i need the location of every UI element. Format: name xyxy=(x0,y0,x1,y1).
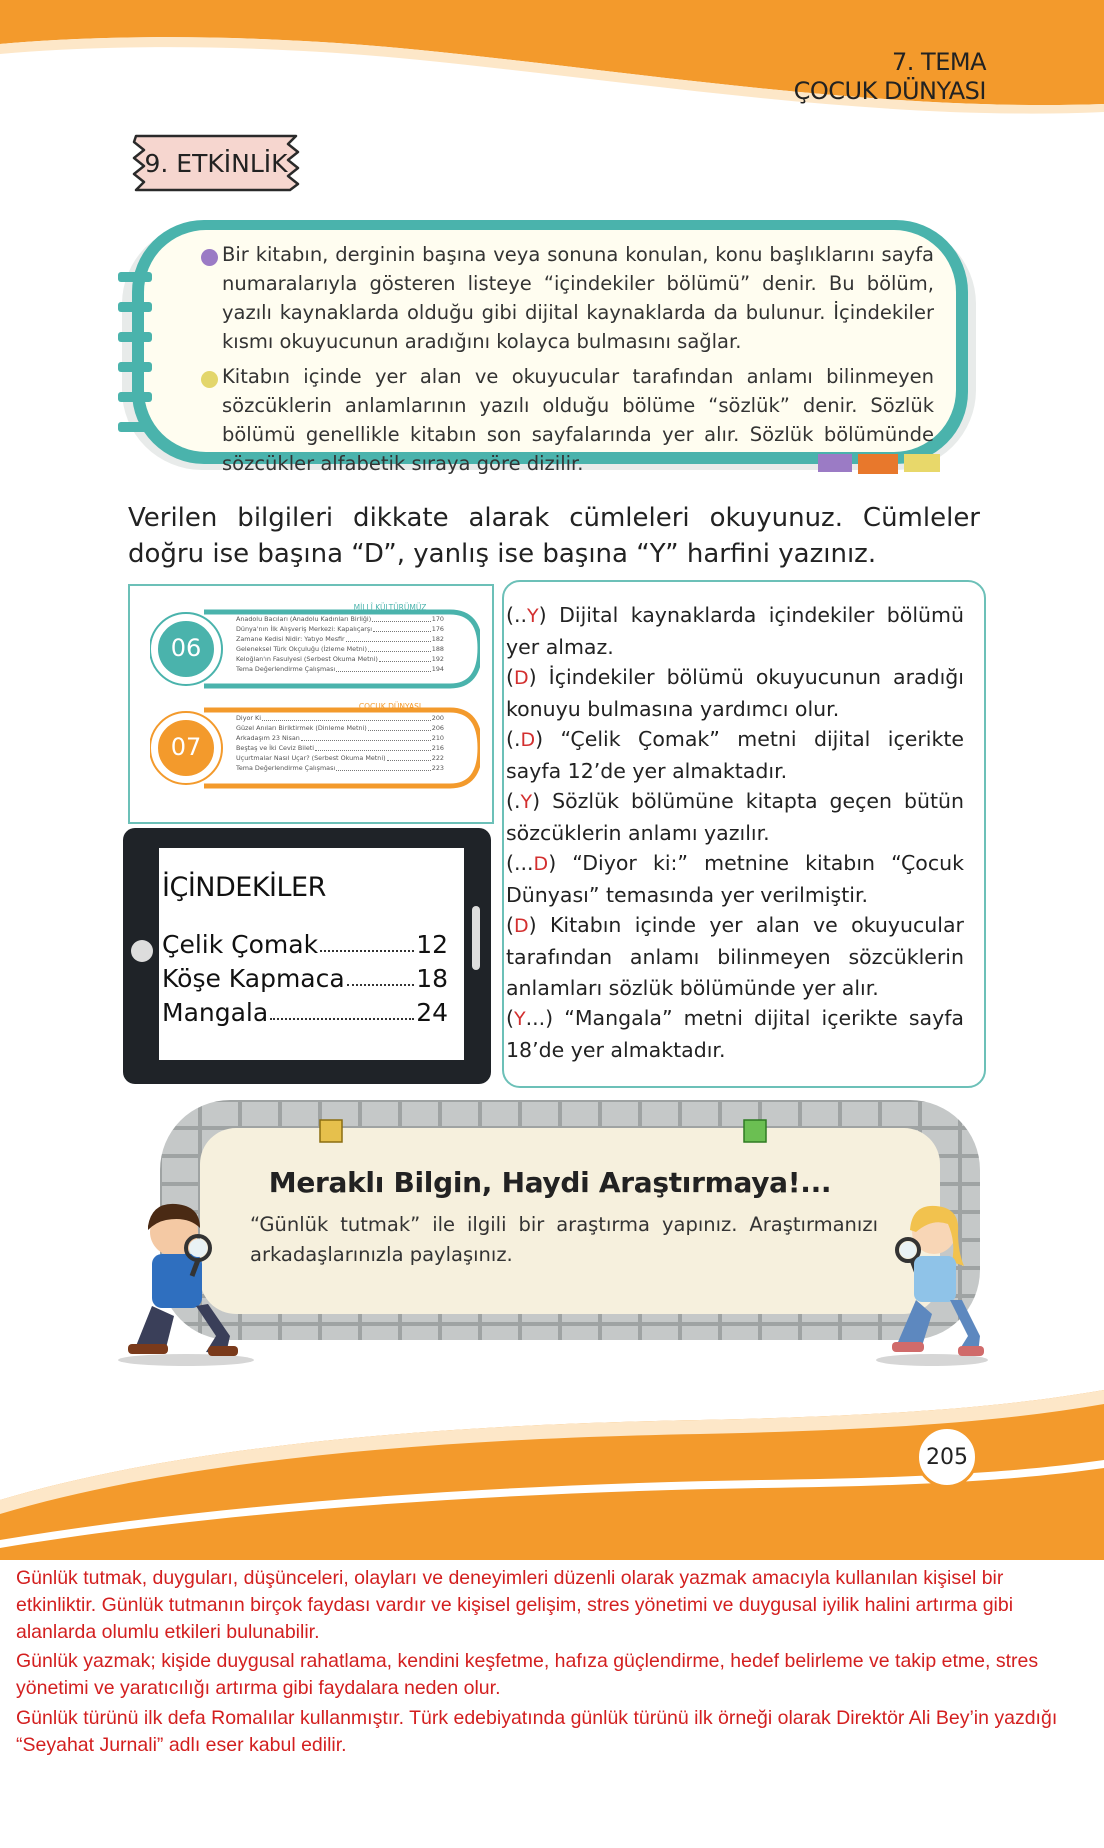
toc-image-row-label: Güzel Anıları Biriktirmek (Dinleme Metni) xyxy=(236,724,367,732)
answer-bracket-open: (. xyxy=(506,789,521,813)
instruction-text: Verilen bilgileri dikkate alarak cümleleri okuyunuz. Cümleler doğru ise başına “D”, yanlış ise başına “Y” harfini yazınız. xyxy=(128,503,980,569)
tablet-entry-page: 24 xyxy=(416,998,448,1027)
toc-image-row xyxy=(236,763,444,773)
answer-bracket-close: ) xyxy=(538,603,547,627)
toc-image-row xyxy=(236,743,444,753)
toc-image-row xyxy=(236,713,444,723)
dot-leader xyxy=(373,624,431,632)
toc-image-row xyxy=(236,723,444,733)
statement-text: Dijital kaynaklarda içindekiler bölümü yer almaz. xyxy=(506,603,964,659)
yellow-bullet xyxy=(201,371,218,388)
toc-unit6-title: MİLLÎ KÜLTÜRÜMÜZ xyxy=(353,603,427,612)
toc-image-row-page: 216 xyxy=(431,744,444,752)
dot-leader xyxy=(262,713,431,721)
tablet-entry-label: Mangala xyxy=(162,998,269,1027)
answer-mark[interactable]: D xyxy=(533,853,549,875)
toc-image-row xyxy=(236,614,444,624)
true-false-statement xyxy=(506,786,964,849)
answer-bracket-close: ) xyxy=(532,789,541,813)
boy-with-magnifier-illustration xyxy=(116,1196,256,1366)
toc-image-row-page: 210 xyxy=(431,734,444,742)
tablet-toc-entry xyxy=(162,930,448,959)
dot-leader xyxy=(347,964,415,986)
theme-heading xyxy=(794,48,986,106)
tablet-toc-title: İÇİNDEKİLER xyxy=(162,872,326,903)
statement-text: “Çelik Çomak” metni dijital içerikte sayfa 12’de yer almaktadır. xyxy=(506,727,964,783)
dot-leader xyxy=(336,664,431,672)
answer-mark[interactable]: D xyxy=(514,667,529,689)
tablet-entry-label: Çelik Çomak xyxy=(162,930,319,959)
true-false-statement xyxy=(506,910,964,1004)
purple-bullet xyxy=(201,249,218,266)
research-title: Meraklı Bilgin, Haydi Araştırmaya!... xyxy=(268,1166,832,1199)
toc-image-row xyxy=(236,753,444,763)
girl-with-magnifier-illustration xyxy=(872,1196,992,1366)
dot-leader xyxy=(368,644,431,652)
toc-image-row xyxy=(236,654,444,664)
tablet-entry-page: 12 xyxy=(416,930,448,959)
toc-image-row-page: 206 xyxy=(431,724,444,732)
toc-image-row-page: 223 xyxy=(431,764,444,772)
info-paragraph-1: Bir kitabın, derginin başına veya sonuna konulan, konu başlıklarını sayfa numaralarıyla gösteren listeye “içindekiler bölümü” denir. Bu bölüm, yazılı kaynaklarda olduğu gibi dijital kaynaklarda da bulunur. İçindekiler kısmı okuyucunun aradığını kolayca bulmasını sağlar. xyxy=(222,243,934,353)
statement-text: İçindekiler bölümü okuyucunun aradığı konuyu bulmasına yardımcı olur. xyxy=(506,665,964,721)
toc-image-row xyxy=(236,664,444,674)
toc-image-row-page: 176 xyxy=(431,625,444,633)
true-false-statement xyxy=(506,600,964,663)
info-paragraph-2: Kitabın içinde yer alan ve okuyucular tarafından anlamı bilinmeyen sözcüklerin anlamlarının yazılı olduğu bölüme “sözlük” denir. Sözlük bölümü genellikle kitabın son sayfalarında yer alır. Sözlük bölümünde sözcükler alfabetik sıraya göre dizilir. xyxy=(222,365,934,475)
toc-image-row-label: Tema Değerlendirme Çalışması xyxy=(236,764,336,772)
toc-image-row-label: Arkadaşım 23 Nisan xyxy=(236,734,300,742)
statement-text: “Diyor ki:” metnine kitabın “Çocuk Dünyası” temasında yer verilmiştir. xyxy=(506,851,964,907)
theme-number: 7. TEMA xyxy=(892,48,986,76)
toc-unit7-list xyxy=(236,713,444,773)
answer-bracket-open: (.. xyxy=(506,603,528,627)
true-false-statement xyxy=(506,662,964,725)
note-paragraph: Günlük türünü ilk defa Romalılar kullanmıştır. Türk edebiyatında günlük türünü ilk örneği olarak Direktör Ali Bey’in yazdığı “Seyahat Jurnali” adlı eser kabul edilir. xyxy=(16,1707,1058,1756)
toc-image-row-label: Beştaş ve İki Ceviz Bileti xyxy=(236,744,315,752)
toc-image-row-page: 222 xyxy=(431,754,444,762)
toc-image-row-label: Zamane Kedisi Nidir: Yatıyo Mesfir xyxy=(236,635,345,643)
answer-bracket-open: ( xyxy=(506,1006,514,1030)
toc-image-row-label: Geleneksel Türk Okçuluğu (İzleme Metni) xyxy=(236,645,367,653)
toc-image-row-label: Diyor Ki xyxy=(236,714,262,722)
true-false-statement xyxy=(506,848,964,911)
dot-leader xyxy=(315,743,431,751)
dot-leader xyxy=(301,733,431,741)
toc-image-row xyxy=(236,634,444,644)
tablet-scrollbar xyxy=(472,906,480,970)
toc-image-row-label: Tema Değerlendirme Çalışması xyxy=(236,665,336,673)
dot-leader xyxy=(270,998,414,1020)
dot-leader xyxy=(387,753,431,761)
toc-image-row-page: 170 xyxy=(431,615,444,623)
dot-leader xyxy=(368,723,431,731)
toc-unit7-number: 07 xyxy=(170,733,202,761)
dot-leader xyxy=(372,614,431,622)
answer-mark[interactable]: Y xyxy=(527,605,539,627)
tablet-entry-label: Köşe Kapmaca xyxy=(162,964,345,993)
research-text: “Günlük tutmak” ile ilgili bir araştırma yapınız. Araştırmanızı arkadaşlarınızla paylaşınız. xyxy=(250,1213,878,1266)
answer-bracket-open: (. xyxy=(506,727,521,751)
dot-leader xyxy=(346,634,431,642)
theme-title: ÇOCUK DÜNYASI xyxy=(793,77,986,105)
toc-image-row-page: 200 xyxy=(431,714,444,722)
activity-label: 9. ETKİNLİK xyxy=(144,148,288,178)
answer-bracket-close: ) xyxy=(535,727,544,751)
toc-unit7-title: ÇOCUK DÜNYASI xyxy=(358,702,422,711)
page-number: 205 xyxy=(916,1426,978,1488)
dot-leader xyxy=(320,930,414,952)
answer-bracket-open: ( xyxy=(506,665,514,689)
answer-bracket-open: ( xyxy=(506,913,514,937)
true-false-statement xyxy=(506,1003,964,1066)
toc-image-row-label: Dünya'nın İlk Alışveriş Merkezi: Kapalıçarşı xyxy=(236,625,372,633)
answer-bracket-open: (... xyxy=(506,851,534,875)
note-paragraph: Günlük yazmak; kişide duygusal rahatlama, kendini keşfetme, hafıza güçlendirme, hedef belirleme ve takip etme, stres yönetimi ve yaratıcılığı artırma gibi faydalara neden olur. xyxy=(16,1650,1039,1699)
toc-unit6-number: 06 xyxy=(170,634,202,662)
toc-image-row-page: 192 xyxy=(431,655,444,663)
answer-bracket-close: ...) xyxy=(525,1006,554,1030)
toc-image-row xyxy=(236,733,444,743)
toc-image-row-label: Anadolu Bacıları (Anadolu Kadınları Birliği) xyxy=(236,615,372,623)
tablet-home-button xyxy=(131,940,153,962)
dot-leader xyxy=(379,654,431,662)
tablet-toc-entry xyxy=(162,998,448,1027)
answer-bracket-close: ) xyxy=(548,851,557,875)
toc-image-row-label: Keloğlan'ın Fasulyesi (Serbest Okuma Metni) xyxy=(236,655,378,663)
dot-leader xyxy=(336,763,431,771)
statement-text: Kitabın içinde yer alan ve okuyucular tarafından anlamı bilinmeyen sözcüklerin anlamları sözlük bölümünde yer alır. xyxy=(506,913,964,1000)
toc-image-row xyxy=(236,624,444,634)
toc-image-row-page: 194 xyxy=(431,665,444,673)
answer-mark[interactable]: D xyxy=(520,729,536,751)
answer-mark[interactable]: D xyxy=(514,915,529,937)
statement-text: Sözlük bölümüne kitapta geçen bütün sözcüklerin anlamı yazılır. xyxy=(506,789,964,845)
answer-bracket-close: ) xyxy=(528,913,537,937)
tablet-toc-entry xyxy=(162,964,448,993)
answer-mark[interactable]: Y xyxy=(520,791,533,813)
toc-image-row-page: 188 xyxy=(431,645,444,653)
answer-bracket-close: ) xyxy=(528,665,537,689)
note-paragraph: Günlük tutmak, duyguları, düşünceleri, olayları ve deneyimleri düzenli olarak yazmak amacıyla kullanılan kişisel bir etkinliktir. Günlük tutmanın birçok faydası vardır ve kişisel gelişim, stres yönetimi ve duygusal iyilik halini artırma gibi alanlarda olumlu etkileri bulunabilir. xyxy=(16,1567,1014,1643)
statement-text: “Mangala” metni dijital içerikte sayfa 18’de yer almaktadır. xyxy=(506,1006,964,1062)
answer-mark[interactable]: Y xyxy=(514,1008,526,1030)
toc-unit6-list xyxy=(236,614,444,674)
tablet-entry-page: 18 xyxy=(416,964,448,993)
true-false-statement xyxy=(506,724,964,787)
toc-image-row-page: 182 xyxy=(431,635,444,643)
toc-image-row xyxy=(236,644,444,654)
toc-image-row-label: Uçurtmalar Nasıl Uçar? (Serbest Okuma Metni) xyxy=(236,754,386,762)
